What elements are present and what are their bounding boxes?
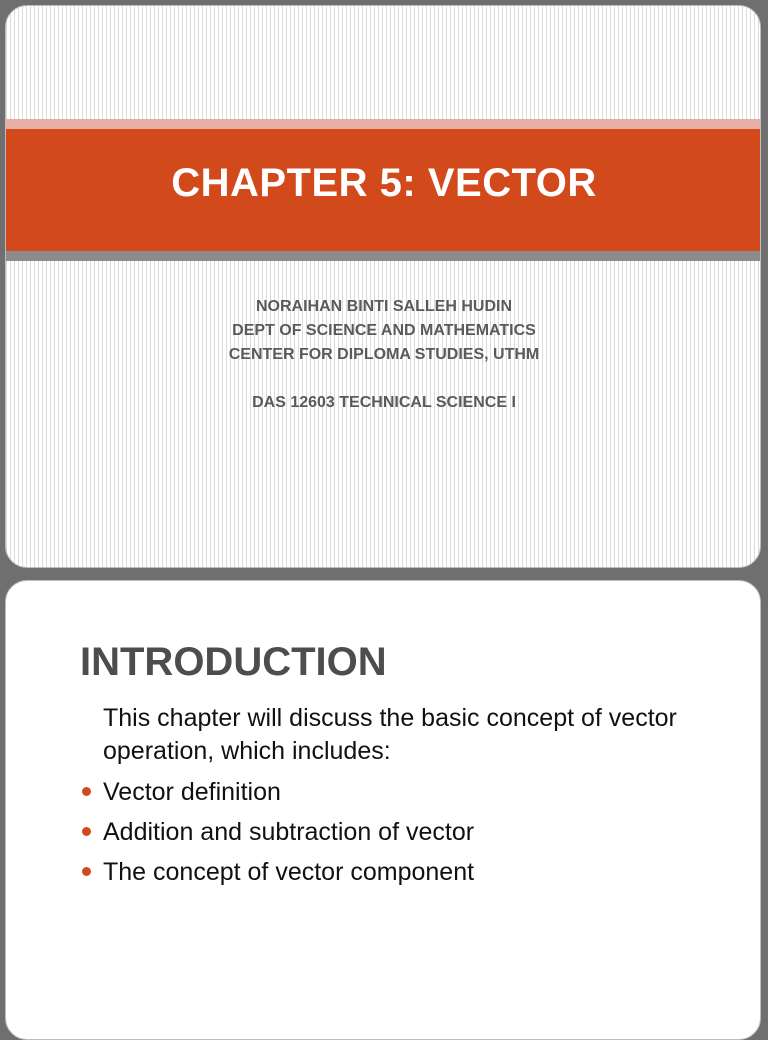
bullet-dot-icon [82,827,91,836]
bullet-text: Vector definition [103,778,281,806]
center-name: CENTER FOR DIPLOMA STUDIES, UTHM [228,346,540,363]
gray-divider-strip [6,251,760,261]
slide-title: CHAPTER 5: VECTOR [171,161,597,205]
bullet-text: The concept of vector component [103,858,475,886]
list-item [80,772,474,812]
bullet-list [80,772,474,892]
list-item [80,852,474,892]
pink-divider-strip [6,119,760,129]
intro-paragraph: This chapter will discuss the basic concept of vector operation, which includes: [103,704,677,765]
department: DEPT OF SCIENCE AND MATHEMATICS [232,322,536,339]
title-slide [5,5,761,568]
bullet-dot-icon [82,867,91,876]
author-name: NORAIHAN BINTI SALLEH HUDIN [256,298,512,315]
bullet-text: Addition and subtraction of vector [103,818,475,846]
bullet-dot-icon [82,787,91,796]
list-item [80,812,474,852]
author-block [0,295,768,415]
intro-heading: INTRODUCTION [80,640,387,684]
course-code: DAS 12603 TECHNICAL SCIENCE I [252,394,516,411]
